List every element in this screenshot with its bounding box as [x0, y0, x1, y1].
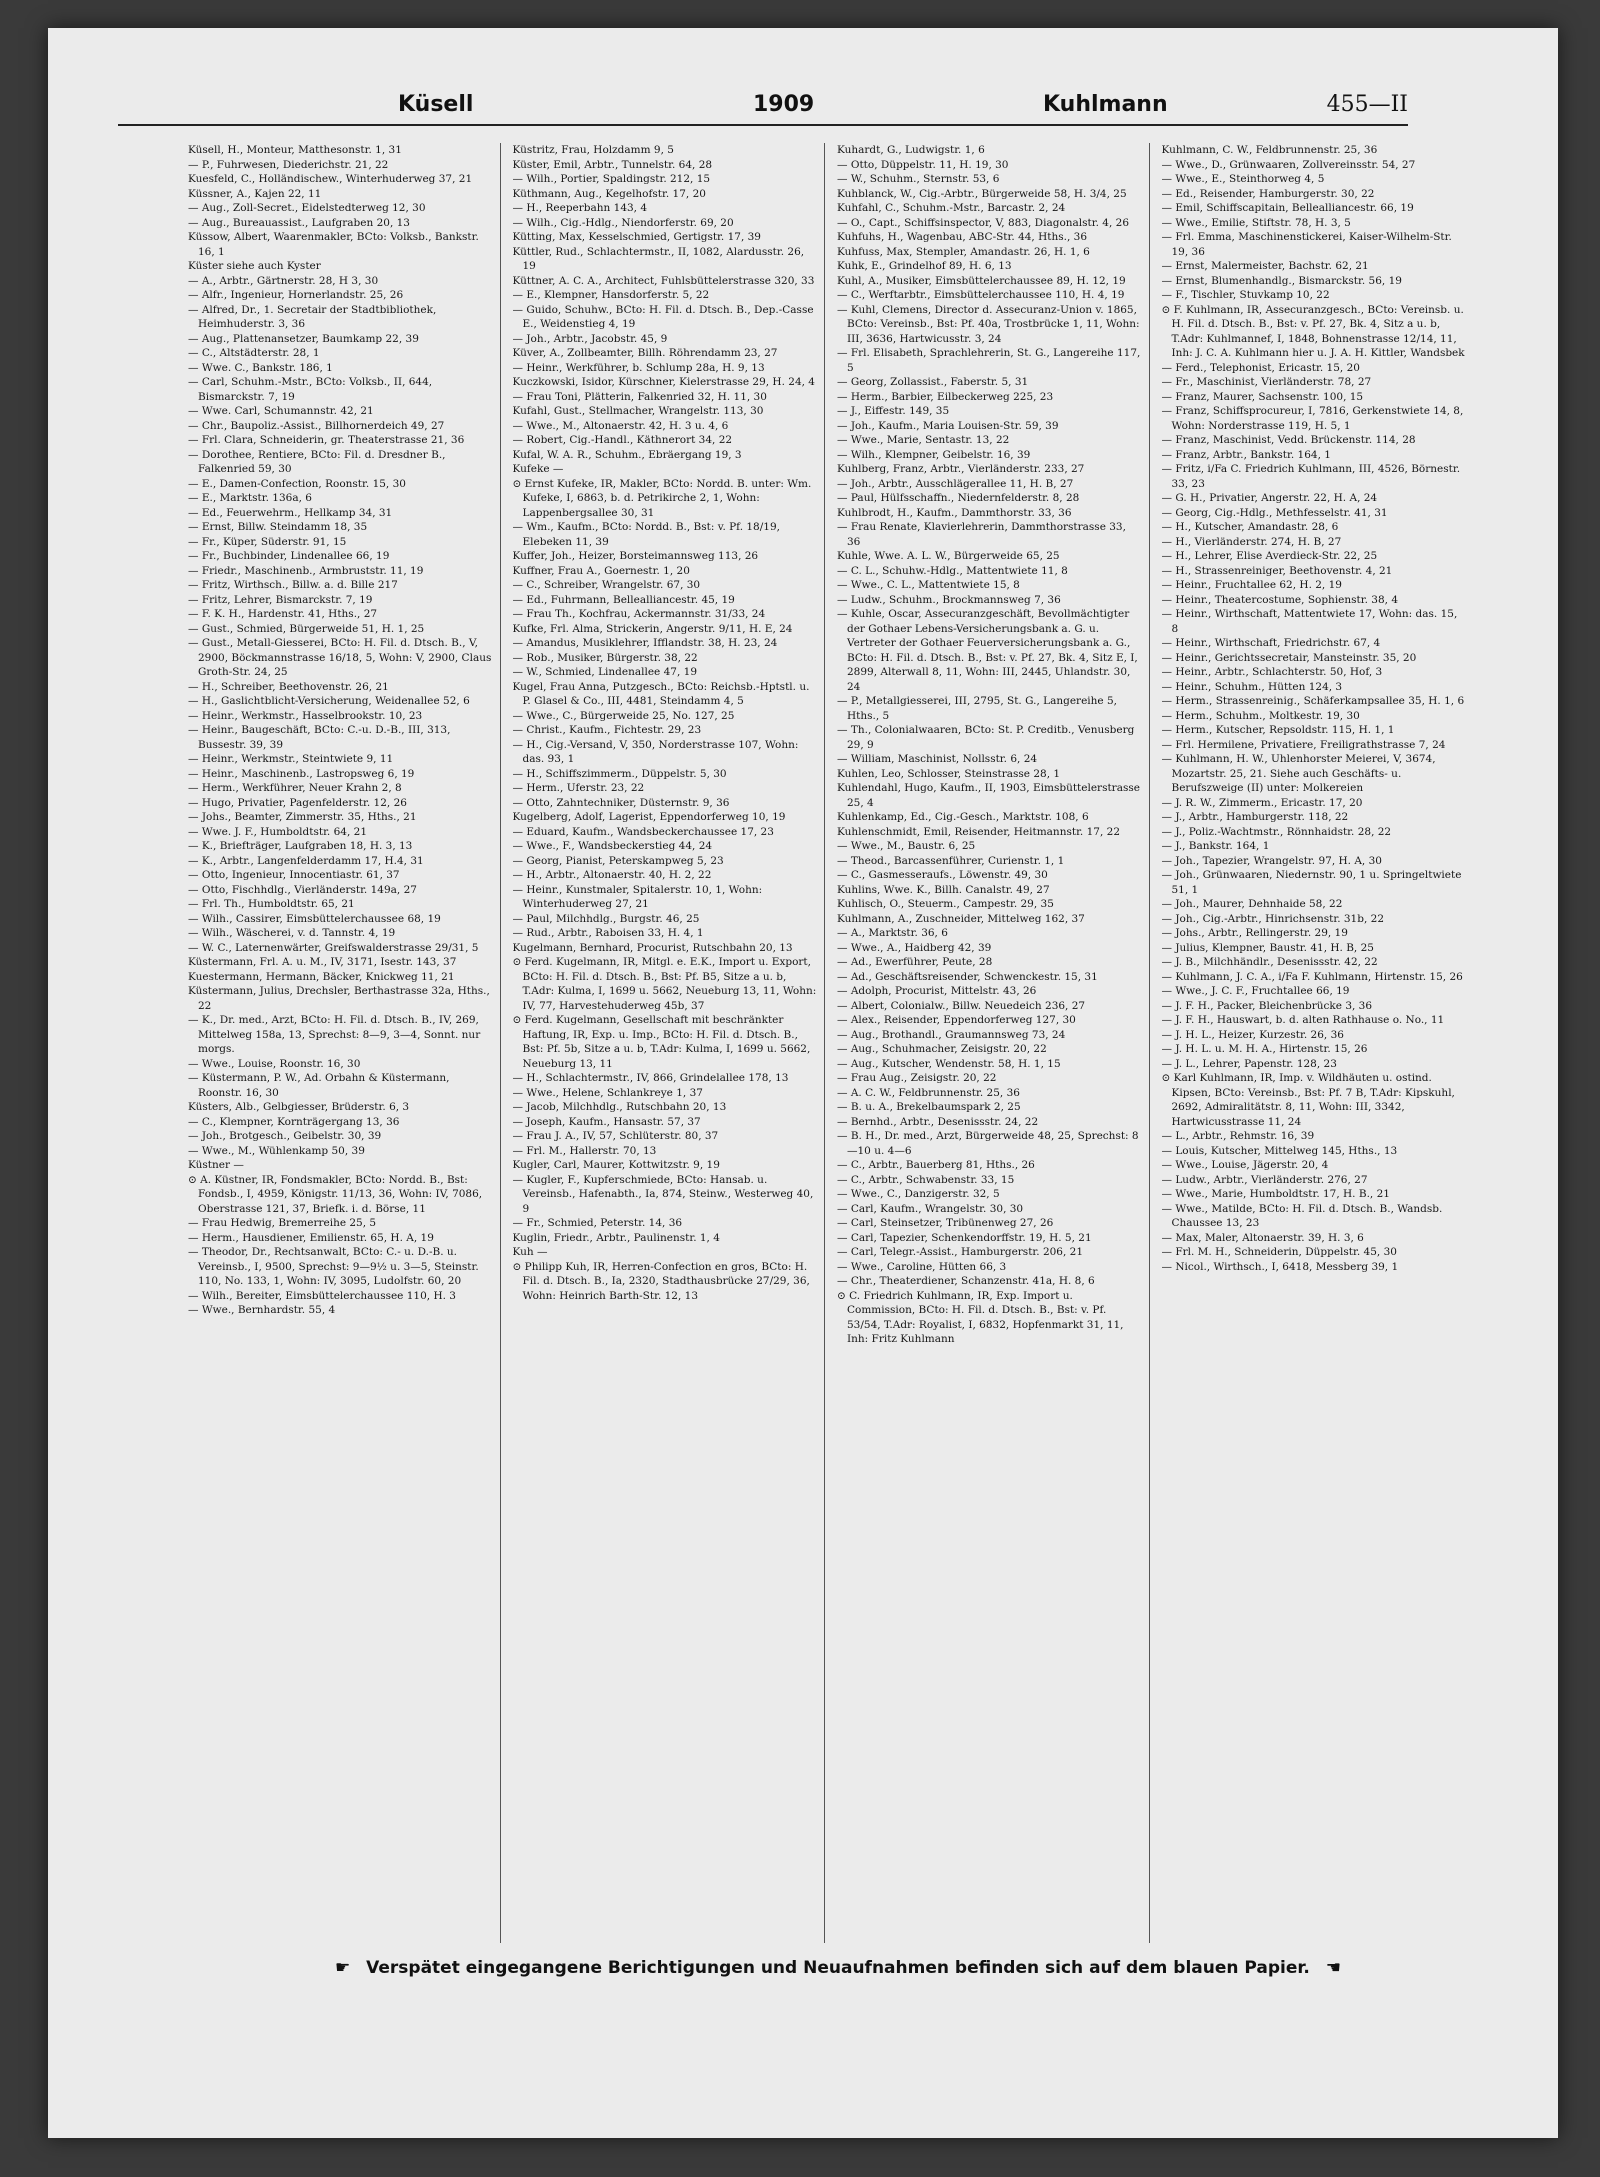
directory-entry: Küsell, H., Monteur, Matthesonstr. 1, 31 [188, 144, 402, 156]
directory-entry: — Wwe., J. C. F., Fruchtallee 66, 19 [1161, 985, 1350, 997]
directory-entry: Kuhfahl, C., Schuhm.-Mstr., Barcastr. 2, 24 [837, 202, 1066, 214]
directory-entry: — Joh., Maurer, Dehnhaide 58, 22 [1161, 898, 1343, 910]
directory-entry: — Wwe., Matilde, BCto: H. Fil. d. Dtsch. B., Wandsb. Chaussee 13, 23 [1161, 1202, 1443, 1229]
directory-entry: — Heinr., Schuhm., Hütten 124, 3 [1161, 680, 1343, 693]
directory-entry: — J., Poliz.-Wachtmstr., Rönnhaidstr. 28, 22 [1161, 825, 1392, 838]
directory-entry: — Wwe., M., Baustr. 6, 25 [837, 840, 976, 852]
directory-entry: — A., Marktstr. 36, 6 [837, 927, 948, 939]
directory-entry: — Heinr., Maschinenb., Lastropsweg 6, 19 [188, 767, 415, 780]
directory-entry: Kuestermann, Hermann, Bäcker, Knickweg 11, 21 [188, 970, 455, 983]
directory-entry: — H., Cig.-Versand, V, 350, Norderstrasse 107, Wohn: das. 93, 1 [512, 738, 799, 765]
directory-entry: — B. H., Dr. med., Arzt, Bürgerweide 48, 25, Sprechst: 8—10 u. 4—6 [837, 1130, 1139, 1157]
directory-entry: — Heinr., Werkmstr., Steintwiete 9, 11 [188, 753, 394, 765]
directory-entry: — Kuhle, Oscar, Assecuranzgeschäft, Bevollmächtigter der Gothaer Lebens-Versicherungsbank a. G. u. Vertreter der Gothaer Feuerversicherungsbank a. G., BCto: H. Fil. d. Dtsch. B., Bst: v. Pf. 27, Bk. 4, Sitz E, I, 2899, Alterwall 8, 11, Wohn: III, 2445, Uhlandstr. 30, 24 [837, 608, 1138, 693]
directory-entry: — Carl, Tapezier, Schenkendorffstr. 19, H. 5, 21 [837, 1231, 1092, 1244]
directory-entry: — Wilh., Klempner, Geibelstr. 16, 39 [837, 448, 1031, 461]
directory-entry: — J. H. L. u. M. H. A., Hirtenstr. 15, 26 [1161, 1043, 1368, 1055]
directory-entry: — Gust., Schmied, Bürgerweide 51, H. 1, 25 [188, 622, 425, 635]
directory-entry: — Ernst, Billw. Steindamm 18, 35 [188, 521, 368, 533]
directory-entry: Kuhblanck, W., Cig.-Arbtr., Bürgerweide 58, H. 3/4, 25 [837, 187, 1127, 200]
directory-page [48, 28, 1558, 2138]
directory-entry: — Alfr., Ingenieur, Hornerlandstr. 25, 26 [188, 289, 404, 301]
directory-entry: — Aug., Bureauassist., Laufgraben 20, 13 [188, 216, 410, 229]
directory-entry: — Wilh., Bereiter, Eimsbüttelerchaussee 110, H. 3 [188, 1289, 456, 1302]
directory-entry: — Ed., Feuerwehrm., Hellkamp 34, 31 [188, 506, 393, 519]
directory-entry: Kuh — [512, 1246, 548, 1258]
directory-entry: — Fritz, i/Fa C. Friedrich Kuhlmann, III, 4526, Börnestr. 33, 23 [1161, 463, 1461, 490]
directory-entry: — C., Gasmesseraufs., Löwenstr. 49, 30 [837, 869, 1048, 881]
directory-entry: — Chr., Baupoliz.-Assist., Billhornerdeich 49, 27 [188, 419, 445, 432]
directory-entry: — Heinr., Kunstmaler, Spitalerstr. 10, 1, Wohn: Winterhuderweg 27, 21 [512, 883, 763, 910]
directory-entry: — Ed., Reisender, Hamburgerstr. 30, 22 [1161, 187, 1375, 200]
directory-entry: — Heinr., Arbtr., Schlachterstr. 50, Hof, 3 [1161, 666, 1383, 678]
directory-entry: — Ad., Ewerführer, Peute, 28 [837, 956, 993, 968]
directory-entry: — Fr., Maschinist, Vierländerstr. 78, 27 [1161, 376, 1372, 388]
directory-entry: — Wilh., Portier, Spaldingstr. 212, 15 [512, 173, 711, 185]
directory-entry: ⊙ F. Kuhlmann, IR, Assecuranzgesch., BCto: Vereinsb. u. H. Fil. d. Dtsch. B., Bst: v. Pf. 27, Bk. 4, Sitz a u. b, T.Adr: Kuhlmannef, I, 1848, Bohnenstrasse 12/14, 11, Inh: J. C. A. Kuhlmann hier u. J. A. H. Kittler, Wandsbek [1161, 303, 1465, 359]
directory-entry: — Otto, Fischhdlg., Vierländerstr. 149a, 27 [188, 883, 417, 896]
column-3 [837, 143, 1150, 1943]
directory-entry: — K., Dr. med., Arzt, BCto: H. Fil. d. Dtsch. B., IV, 269, Mittelweg 158a, 13, Sprechst: 8—9, 3—4, Sonnt. nur morgs. [188, 1014, 481, 1055]
directory-entry: — Rud., Arbtr., Raboisen 33, H. 4, 1 [512, 927, 704, 939]
directory-entry: Kufal, W. A. R., Schuhm., Ebräergang 19, 3 [512, 448, 742, 461]
directory-entry: — Fritz, Wirthsch., Billw. a. d. Bille 217 [188, 579, 398, 591]
directory-entry: — Wwe. C., Bankstr. 186, 1 [188, 361, 333, 374]
directory-entry: — Joh., Arbtr., Ausschlägerallee 11, H. B, 27 [837, 477, 1074, 490]
directory-entry: Küssner, A., Kajen 22, 11 [188, 187, 322, 200]
directory-entry: — Fr., Küper, Süderstr. 91, 15 [188, 535, 347, 548]
directory-entry: — Johs., Beamter, Zimmerstr. 35, Hths., 21 [188, 811, 417, 823]
directory-entry: — H., Gaslichtblicht-Versicherung, Weidenallee 52, 6 [188, 695, 470, 707]
directory-entry: — Herm., Werkführer, Neuer Krahn 2, 8 [188, 782, 402, 794]
directory-entry: — Joh., Grünwaaren, Niedernstr. 90, 1 u. Springeltwiete 51, 1 [1161, 869, 1462, 896]
directory-entry: — Kugler, F., Kupferschmiede, BCto: Hansab. u. Vereinsb., Hafenabth., Ia, 874, Steinw., Westerweg 40, 9 [512, 1173, 814, 1215]
directory-entry: — H., Arbtr., Altonaerstr. 40, H. 2, 22 [512, 869, 712, 881]
directory-entry: — Wwe., C. L., Mattentwiete 15, 8 [837, 579, 1020, 591]
header-first-name: Küsell [398, 92, 474, 117]
directory-entry: — H., Kutscher, Amandastr. 28, 6 [1161, 521, 1339, 533]
directory-entry: — Georg, Cig.-Hdlg., Methfesselstr. 41, 31 [1161, 506, 1388, 519]
directory-entry: — Frl. Th., Humboldtstr. 65, 21 [188, 898, 355, 910]
page-number: 455—II [1326, 92, 1408, 117]
directory-entry: Kugler, Carl, Maurer, Kottwitzstr. 9, 19 [512, 1159, 720, 1171]
directory-entry: — K., Briefträger, Laufgraben 18, H. 3, 13 [188, 840, 413, 852]
directory-entry: Küver, A., Zollbeamter, Billh. Röhrendamm 23, 27 [512, 347, 778, 359]
directory-entry: ⊙ A. Küstner, IR, Fondsmakler, BCto: Nordd. B., Bst: Fondsb., I, 4959, Königstr. 11/13, 36, Wohn: IV, 7086, Oberstrasse 121, 37, Briefk. i. d. Börse, 11 [188, 1173, 483, 1215]
directory-entry: Kuhlenschmidt, Emil, Reisender, Heitmannstr. 17, 22 [837, 825, 1121, 838]
directory-entry: — Guido, Schuhw., BCto: H. Fil. d. Dtsch. B., Dep.-Casse E., Weidenstieg 4, 19 [512, 303, 814, 330]
directory-entry: — Franz, Arbtr., Bankstr. 164, 1 [1161, 448, 1331, 461]
directory-entry: — Wwe., Bernhardstr. 55, 4 [188, 1304, 336, 1316]
directory-entry: — Friedr., Maschinenb., Armbruststr. 11, 19 [188, 564, 424, 577]
header-last-name: Kuhlmann [1043, 92, 1168, 117]
directory-entry: — Wwe., Emilie, Stiftstr. 78, H. 3, 5 [1161, 216, 1351, 229]
directory-entry: — Joh., Arbtr., Jacobstr. 45, 9 [512, 332, 668, 345]
directory-entry: — A., Arbtr., Gärtnerstr. 28, H 3, 30 [188, 274, 379, 287]
directory-entry: — Heinr., Werkführer, b. Schlump 28a, H. 9, 13 [512, 361, 765, 374]
directory-entry: — Frau Toni, Plätterin, Falkenried 32, H. 11, 30 [512, 390, 767, 403]
directory-entry: — Julius, Klempner, Baustr. 41, H. B, 25 [1161, 941, 1374, 954]
directory-entry: Kuhlmann, C. W., Feldbrunnenstr. 25, 36 [1161, 144, 1378, 156]
directory-entry: — Wilh., Wäscherei, v. d. Tannstr. 4, 19 [188, 927, 396, 939]
directory-entry: — J. F. H., Packer, Bleichenbrücke 3, 36 [1161, 999, 1373, 1012]
directory-entry: — J., Arbtr., Hamburgerstr. 118, 22 [1161, 811, 1349, 823]
directory-entry: Küttler, Rud., Schlachtermstr., II, 1082, Alardusstr. 26, 19 [512, 245, 805, 272]
directory-entry: — C., Werftarbtr., Eimsbüttelerchaussee 110, H. 4, 19 [837, 289, 1125, 301]
directory-entry: — Heinr., Baugeschäft, BCto: C.-u. D.-B., III, 313, Bussestr. 39, 39 [188, 724, 451, 751]
directory-entry: — Frl. M. H., Schneiderin, Düppelstr. 45, 30 [1161, 1246, 1397, 1258]
directory-entry: — Ferd., Telephonist, Ericastr. 15, 20 [1161, 361, 1360, 374]
directory-entry: Küssow, Albert, Waarenmakler, BCto: Volksb., Bankstr. 16, 1 [188, 231, 479, 258]
directory-entry: — Paul, Milchhdlg., Burgstr. 46, 25 [512, 912, 700, 925]
directory-entry: — Heinr., Gerichtssecretair, Mansteinstr. 35, 20 [1161, 651, 1417, 664]
directory-entry: — Frau J. A., IV, 57, Schlüterstr. 80, 37 [512, 1130, 719, 1142]
directory-entry: Kugelmann, Bernhard, Procurist, Rutschbahn 20, 13 [512, 941, 793, 954]
directory-entry: — Herm., Schuhm., Moltkestr. 19, 30 [1161, 709, 1360, 722]
directory-entry: — Ernst, Malermeister, Bachstr. 62, 21 [1161, 260, 1369, 272]
directory-entry: — H., Schlachtermstr., IV, 866, Grindelallee 178, 13 [512, 1072, 789, 1084]
directory-entry: — Aug., Brothandl., Graumannsweg 73, 24 [837, 1028, 1066, 1041]
directory-entry: — E., Klempner, Hansdorferstr. 5, 22 [512, 289, 710, 301]
directory-entry: — J., Bankstr. 164, 1 [1161, 840, 1270, 852]
directory-entry: — Wwe., C., Bürgerweide 25, No. 127, 25 [512, 709, 735, 722]
directory-entry: — Eduard, Kaufm., Wandsbeckerchaussee 17, 23 [512, 825, 774, 838]
directory-entry: — Theodor, Dr., Rechtsanwalt, BCto: C.- u. D.-B. u. Vereinsb., I, 9500, Sprechst: 9—9½ u. 3—5, Steinstr. 110, No. 133, 1, Wohn: IV, 3095, Ludolfstr. 60, 20 [188, 1246, 479, 1287]
directory-entry: — J. F. H., Hauswart, b. d. alten Rathhause o. No., 11 [1161, 1014, 1445, 1026]
directory-entry: — O., Capt., Schiffsinspector, V, 883, Diagonalstr. 4, 26 [837, 216, 1130, 229]
directory-entry: — Herm., Hausdiener, Emilienstr. 65, H. A, 19 [188, 1231, 434, 1244]
directory-entry: — Fr., Buchbinder, Lindenallee 66, 19 [188, 550, 390, 562]
directory-entry: Kuhlenkamp, Ed., Cig.-Gesch., Marktstr. 108, 6 [837, 811, 1089, 823]
directory-entry: — H., Reeperbahn 143, 4 [512, 202, 648, 214]
directory-entry: — E., Damen-Confection, Roonstr. 15, 30 [188, 477, 406, 490]
directory-entry: — J. H. L., Heizer, Kurzestr. 26, 36 [1161, 1028, 1344, 1041]
directory-entry: — Carl, Kaufm., Wrangelstr. 30, 30 [837, 1202, 1024, 1215]
directory-entry: — Georg, Zollassist., Faberstr. 5, 31 [837, 376, 1029, 388]
directory-entry: — Frl. Hermilene, Privatiere, Freiligrathstrasse 7, 24 [1161, 738, 1446, 751]
directory-entry: — Wilh., Cassirer, Eimsbüttelerchaussee 68, 19 [188, 912, 441, 925]
directory-entry: ⊙ Ferd. Kugelmann, IR, Mitgl. e. E.K., Import u. Export, BCto: H. Fil. d. Dtsch. B., Bst: Pf. B5, Sitze a u. b, T.Adr: Kulma, I, 1699 u. 5662, Neueburg 13, 11, Wohn: IV, 77, Harvestehuderweg 45b, 37 [512, 956, 817, 1012]
directory-entry: — C., Schreiber, Wrangelstr. 67, 30 [512, 579, 701, 591]
directory-entry: — Ernst, Blumenhandlg., Bismarckstr. 56, 19 [1161, 274, 1402, 287]
directory-entry: — Alex., Reisender, Eppendorferweg 127, 30 [837, 1014, 1076, 1026]
directory-entry: — Hugo, Privatier, Pagenfelderstr. 12, 26 [188, 796, 407, 809]
directory-entry: — Franz, Schiffsprocureur, I, 7816, Gerkenstwiete 14, 8, Wohn: Norderstrasse 119, H. 5, 1 [1161, 405, 1464, 432]
directory-entry: Küster, Emil, Arbtr., Tunnelstr. 64, 28 [512, 158, 713, 171]
directory-entry: — Wwe., F., Wandsbeckerstieg 44, 24 [512, 840, 713, 852]
directory-entry: Kuhfuhs, H., Wagenbau, ABC-Str. 44, Hths., 36 [837, 231, 1088, 243]
header-year: 1909 [753, 92, 815, 117]
directory-entry: — Louis, Kutscher, Mittelweg 145, Hths., 13 [1161, 1144, 1398, 1157]
directory-entry: — Amandus, Musiklehrer, Ifflandstr. 38, H. 23, 24 [512, 637, 778, 649]
column-4 [1162, 143, 1474, 1943]
directory-entry: — Wilh., Cig.-Hdlg., Niendorferstr. 69, 20 [512, 216, 734, 229]
directory-entry: — Frl. Emma, Maschinenstickerei, Kaiser-Wilhelm-Str. 19, 36 [1161, 231, 1452, 258]
directory-entry: — Joh., Brotgesch., Geibelstr. 30, 39 [188, 1130, 382, 1142]
directory-entry: Kuhlbrodt, H., Kaufm., Dammthorstr. 33, 36 [837, 506, 1072, 519]
directory-entry: — Frl. Elisabeth, Sprachlehrerin, St. G., Langereihe 117, 5 [837, 347, 1141, 374]
directory-entry: Küstermann, Julius, Drechsler, Berthastrasse 32a, Hths., 22 [188, 985, 490, 1012]
directory-entry: Kuffner, Frau A., Goernestr. 1, 20 [512, 564, 690, 577]
directory-entry: — Wwe., Helene, Schlankreye 1, 37 [512, 1086, 703, 1099]
directory-entry: — Kuhlmann, J. C. A., i/Fa F. Kuhlmann, Hirtenstr. 15, 26 [1161, 970, 1463, 983]
directory-entry: — Heinr., Wirthschaft, Mattentwiete 17, Wohn: das. 15, 8 [1161, 608, 1458, 635]
directory-entry: — Herm., Kutscher, Repsoldstr. 115, H. 1, 1 [1161, 724, 1395, 736]
directory-entry: Kuhlberg, Franz, Arbtr., Vierländerstr. 233, 27 [837, 463, 1085, 475]
directory-entry: Kuhl, A., Musiker, Eimsbüttelerchaussee 89, H. 12, 19 [837, 274, 1126, 287]
directory-entry: Kuhlmann, A., Zuschneider, Mittelweg 162, 37 [837, 912, 1085, 925]
directory-entry: — L., Arbtr., Rehmstr. 16, 39 [1161, 1130, 1315, 1142]
directory-entry: Küthmann, Aug., Kegelhofstr. 17, 20 [512, 187, 706, 200]
directory-entry: Kuglin, Friedr., Arbtr., Paulinenstr. 1, 4 [512, 1231, 720, 1244]
directory-entry: ⊙ Karl Kuhlmann, IR, Imp. v. Wildhäuten u. ostind. Kipsen, BCto: Vereinsb., Bst: Pf. 7 B, T.Adr: Kipskuhl, 2692, Admiralitätstr. 8, 11, Wohn: III, 3342, Hartwicusstrasse 11, 24 [1161, 1072, 1455, 1128]
directory-entry: Kufeke — [512, 463, 564, 475]
directory-entry: — Wwe., D., Grünwaaren, Zollvereinsstr. 54, 27 [1161, 158, 1416, 171]
directory-entry: — Franz, Maschinist, Vedd. Brückenstr. 114, 28 [1161, 434, 1416, 446]
directory-entry: Küttner, A. C. A., Architect, Fuhlsbüttelerstrasse 320, 33 [512, 274, 815, 287]
directory-entry: Küstner — [188, 1159, 244, 1171]
directory-entry: — Aug., Schuhmacher, Zeisigstr. 20, 22 [837, 1043, 1047, 1055]
directory-entry: — Küstermann, P. W., Ad. Orbahn & Küstermann, Roonstr. 16, 30 [188, 1072, 450, 1099]
directory-entry: Küstermann, Frl. A. u. M., IV, 3171, Isestr. 143, 37 [188, 956, 457, 968]
directory-entry: — J. R. W., Zimmerm., Ericastr. 17, 20 [1161, 796, 1363, 809]
directory-entry: — Wwe., Marie, Sentastr. 13, 22 [837, 434, 1010, 446]
directory-entry: — F., Tischler, Stuvkamp 10, 22 [1161, 289, 1330, 301]
directory-entry: — Wwe., C., Danzigerstr. 32, 5 [837, 1188, 1000, 1200]
directory-entry: — Wwe., E., Steinthorweg 4, 5 [1161, 173, 1325, 185]
directory-entry: Kufke, Frl. Alma, Strickerin, Angerstr. 9/11, H. E, 24 [512, 622, 793, 635]
directory-entry: — Alfred, Dr., 1. Secretair der Stadtbibliothek, Heimhuderstr. 3, 36 [188, 303, 437, 330]
directory-entry: — Otto, Zahntechniker, Düsternstr. 9, 36 [512, 796, 730, 809]
directory-entry: Kütting, Max, Kesselschmied, Gertigstr. 17, 39 [512, 231, 761, 243]
directory-entry: Kugel, Frau Anna, Putzgesch., BCto: Reichsb.-Hptstl. u. P. Glasel & Co., III, 4481, Steindamm 4, 5 [512, 680, 810, 707]
directory-entry: — Wwe. Carl, Schumannstr. 42, 21 [188, 405, 374, 417]
directory-entry: ⊙ Ferd. Kugelmann, Gesellschaft mit beschränkter Haftung, IR, Exp. u. Imp., BCto: H. Fil. d. Dtsch. B., Bst: Pf. 5b, Sitze a u. b, T.Adr: Kulma, I, 1699 u. 5662, Neueburg 13, 11 [512, 1014, 811, 1070]
directory-entry: — J. L., Lehrer, Papenstr. 128, 23 [1161, 1057, 1337, 1070]
directory-entry: — K., Arbtr., Langenfelderdamm 17, H.4, 31 [188, 854, 424, 867]
directory-entry: — Joh., Tapezier, Wrangelstr. 97, H. A, 30 [1161, 854, 1382, 867]
directory-entry: — Heinr., Theatercostume, Sophienstr. 38, 4 [1161, 593, 1399, 606]
directory-entry: — Wwe., Louise, Jägerstr. 20, 4 [1161, 1159, 1329, 1171]
directory-entry: — C., Altstädterstr. 28, 1 [188, 347, 320, 359]
directory-entry: — C., Arbtr., Schwabenstr. 33, 15 [837, 1173, 1015, 1186]
directory-entry: ⊙ C. Friedrich Kuhlmann, IR, Exp. Import u. Commission, BCto: H. Fil. d. Dtsch. B., Bst: v. Pf. 53/54, T.Adr: Royalist, I, 6832, Hopfenmarkt 31, 11, Inh: Fritz Kuhlmann [837, 1289, 1124, 1345]
directory-entry: — Wwe., Louise, Roonstr. 16, 30 [188, 1057, 361, 1070]
footer-notice [278, 1958, 1398, 1988]
directory-entry: — William, Maschinist, Nollsstr. 6, 24 [837, 753, 1038, 765]
directory-entry: — Max, Maler, Altonaerstr. 39, H. 3, 6 [1161, 1231, 1364, 1244]
directory-entry: — Joh., Kaufm., Maria Louisen-Str. 59, 39 [837, 419, 1059, 432]
directory-entry: — W. C., Laternenwärter, Greifswalderstrasse 29/31, 5 [188, 941, 479, 954]
directory-entry: Küsters, Alb., Gelbgiesser, Brüderstr. 6, 3 [188, 1101, 410, 1113]
directory-entry: — E., Marktstr. 136a, 6 [188, 492, 312, 504]
directory-entry: — Georg, Pianist, Peterskampweg 5, 23 [512, 854, 724, 867]
directory-entry: — Wwe., M., Wühlenkamp 50, 39 [188, 1144, 365, 1157]
column-2 [513, 143, 826, 1943]
directory-entry: — B. u. A., Brekelbaumspark 2, 25 [837, 1101, 1021, 1113]
directory-entry: — J. B., Milchhändlr., Desenissstr. 42, 22 [1161, 956, 1378, 968]
directory-entry: Kugelberg, Adolf, Lagerist, Eppendorferweg 10, 19 [512, 811, 786, 823]
directory-entry: — Frl. M., Hallerstr. 70, 13 [512, 1144, 657, 1157]
directory-entry: — J., Eiffestr. 149, 35 [837, 405, 950, 417]
directory-entry: — Carl, Telegr.-Assist., Hamburgerstr. 206, 21 [837, 1246, 1084, 1258]
directory-entry: — Ludw., Schuhm., Brockmannsweg 7, 36 [837, 593, 1061, 606]
directory-entry: Kuhardt, G., Ludwigstr. 1, 6 [837, 144, 985, 156]
directory-entry: — Gust., Metall-Giesserei, BCto: H. Fil. d. Dtsch. B., V, 2900, Böckmannstrasse 16/18, 5, Wohn: V, 2900, Claus Groth-Str. 24, 25 [188, 637, 492, 678]
directory-entry: — Frl. Clara, Schneiderin, gr. Theaterstrasse 21, 36 [188, 434, 465, 446]
pointing-hand-left-icon: ☛ [334, 1958, 351, 1978]
directory-entry: — Wwe., Marie, Humboldtstr. 17, H. B., 21 [1161, 1188, 1390, 1200]
directory-entry: — Kuhlmann, H. W., Uhlenhorster Meierei, V, 3674, Mozartstr. 25, 21. Siehe auch Geschäfts- u. Berufszweige (II) unter: Molkereien [1161, 753, 1436, 794]
directory-entry: — Dorothee, Rentiere, BCto: Fil. d. Dresdner B., Falkenried 59, 30 [188, 448, 446, 475]
directory-entry: — Adolph, Procurist, Mittelstr. 43, 26 [837, 985, 1037, 997]
directory-entry: — Fr., Schmied, Peterstr. 14, 36 [512, 1217, 683, 1229]
directory-entry: — Bernhd., Arbtr., Desenissstr. 24, 22 [837, 1115, 1039, 1128]
directory-entry: Küstritz, Frau, Holzdamm 9, 5 [512, 144, 674, 156]
directory-entry: — Joseph, Kaufm., Hansastr. 57, 37 [512, 1115, 701, 1128]
directory-entry: — G. H., Privatier, Angerstr. 22, H. A, 24 [1161, 492, 1378, 504]
page-header [118, 88, 1408, 126]
directory-entry: — Rob., Musiker, Bürgerstr. 38, 22 [512, 651, 698, 664]
directory-entry: — Heinr., Fruchtallee 62, H. 2, 19 [1161, 579, 1342, 591]
directory-entry: — P., Metallgiesserei, III, 2795, St. G., Langereihe 5, Hths., 5 [837, 695, 1117, 722]
directory-entry: — C., Arbtr., Bauerberg 81, Hths., 26 [837, 1159, 1035, 1171]
directory-entry: — Franz, Maurer, Sachsenstr. 100, 15 [1161, 390, 1364, 403]
directory-entry: Küster siehe auch Kyster [188, 260, 321, 272]
directory-entry: — Herm., Strassenreinig., Schäferkampsallee 35, H. 1, 6 [1161, 695, 1465, 707]
directory-entry: — Robert, Cig.-Handl., Käthnerort 34, 22 [512, 434, 733, 446]
directory-entry: — A. C. W., Feldbrunnenstr. 25, 36 [837, 1086, 1020, 1099]
directory-entry: — P., Fuhrwesen, Diederichstr. 21, 22 [188, 158, 389, 171]
directory-entry: — Carl, Schuhm.-Mstr., BCto: Volksb., II, 644, Bismarckstr. 7, 19 [188, 376, 433, 403]
directory-entry: — H., Schreiber, Beethovenstr. 26, 21 [188, 680, 389, 693]
directory-entry: Kuhle, Wwe. A. L. W., Bürgerweide 65, 25 [837, 550, 1060, 562]
directory-entry: Kuczkowski, Isidor, Kürschner, Kielerstrasse 29, H. 24, 4 [512, 376, 815, 388]
directory-entry: ⊙ Ernst Kufeke, IR, Makler, BCto: Nordd. B. unter: Wm. Kufeke, I, 6863, b. d. Petrikirche 2, 1, Wohn: Lappenbergsallee 30, 31 [512, 477, 812, 519]
directory-entry: Kuhlendahl, Hugo, Kaufm., II, 1903, Eimsbüttelerstrasse 25, 4 [837, 782, 1140, 809]
directory-entry: Kuhk, E., Grindelhof 89, H. 6, 13 [837, 260, 1012, 272]
directory-entry: — Theod., Barcassenführer, Curienstr. 1, 1 [837, 854, 1065, 867]
directory-entry: ⊙ Philipp Kuh, IR, Herren-Confection en gros, BCto: H. Fil. d. Dtsch. B., Ia, 2320, Stadthausbrücke 27/29, 36, Wohn: Heinrich Barth-Str. 12, 13 [512, 1260, 810, 1302]
directory-entry: — Joh., Cig.-Arbtr., Hinrichsenstr. 31b, 22 [1161, 912, 1384, 925]
directory-entry: — Carl, Steinsetzer, Tribünenweg 27, 26 [837, 1217, 1054, 1229]
directory-entry: — Ludw., Arbtr., Vierländerstr. 276, 27 [1161, 1173, 1368, 1186]
directory-entry: — Fritz, Lehrer, Bismarckstr. 7, 19 [188, 593, 373, 606]
directory-entry: — Wm., Kaufm., BCto: Nordd. B., Bst: v. Pf. 18/19, Elebeken 11, 39 [512, 521, 780, 548]
directory-entry: — Paul, Hülfsschaffn., Niedernfelderstr. 8, 28 [837, 492, 1080, 504]
directory-entry: — Heinr., Wirthschaft, Friedrichstr. 67, 4 [1161, 637, 1381, 649]
directory-entry: — Otto, Ingenieur, Innocentiastr. 61, 37 [188, 869, 400, 881]
directory-entry: Kuhfuss, Max, Stempler, Amandastr. 26, H. 1, 6 [837, 245, 1090, 258]
directory-entry: — F. K. H., Hardenstr. 41, Hths., 27 [188, 608, 378, 620]
directory-entry: — W., Schmied, Lindenallee 47, 19 [512, 666, 697, 678]
directory-entry: — Ad., Geschäftsreisender, Schwenckestr. 15, 31 [837, 970, 1098, 983]
directory-entry: — Chr., Theaterdiener, Schanzenstr. 41a, H. 8, 6 [837, 1275, 1095, 1287]
directory-entry: — Frau Th., Kochfrau, Ackermannstr. 31/33, 24 [512, 608, 766, 620]
directory-entry: — Albert, Colonialw., Billw. Neuedeich 236, 27 [837, 999, 1086, 1012]
directory-entry: — Th., Colonialwaaren, BCto: St. P. Creditb., Venusberg 29, 9 [837, 724, 1135, 751]
directory-entry: — H., Lehrer, Elise Averdieck-Str. 22, 25 [1161, 550, 1378, 562]
directory-entry: — Herm., Barbier, Eilbeckerweg 225, 23 [837, 390, 1054, 403]
directory-entry: — Wwe., A., Haidberg 42, 39 [837, 941, 992, 954]
pointing-hand-right-icon: ☚ [1325, 1958, 1341, 1978]
directory-entry: Kuhlen, Leo, Schlosser, Steinstrasse 28, 1 [837, 767, 1061, 780]
directory-entry: — H., Strassenreiniger, Beethovenstr. 4, 21 [1161, 564, 1393, 577]
directory-entry: Kuesfeld, C., Holländischew., Winterhuderweg 37, 21 [188, 173, 473, 185]
directory-entry: Kuffer, Joh., Heizer, Borsteimannsweg 113, 26 [512, 550, 759, 562]
directory-entry: — C., Klempner, Kornträgergang 13, 36 [188, 1115, 400, 1128]
directory-entry: — Johs., Arbtr., Rellingerstr. 29, 19 [1161, 927, 1348, 939]
directory-entry: — Ed., Fuhrmann, Bellealliancestr. 45, 19 [512, 593, 735, 606]
directory-entry: — Heinr., Werkmstr., Hasselbrookstr. 10, 23 [188, 709, 423, 722]
directory-entry: — H., Vierländerstr. 274, H. B, 27 [1161, 535, 1342, 548]
directory-entry: — H., Schiffszimmerm., Düppelstr. 5, 30 [512, 767, 727, 780]
directory-entry: — Kuhl, Clemens, Director d. Assecuranz-Union v. 1865, BCto: Vereinsb., Bst: Pf. 40a, Trostbrücke 1, 11, Wohn: III, 3636, Hartwicusstr. 3, 24 [837, 303, 1140, 345]
directory-entry: — Frau Hedwig, Bremerreihe 25, 5 [188, 1217, 377, 1229]
directory-entry: — Frau Renate, Klavierlehrerin, Dammthorstrasse 33, 36 [837, 521, 1126, 548]
directory-entry: Kufahl, Gust., Stellmacher, Wrangelstr. 113, 30 [512, 405, 764, 417]
directory-entry: — W., Schuhm., Sternstr. 53, 6 [837, 173, 1000, 185]
directory-entry: Kuhlisch, O., Steuerm., Campestr. 29, 35 [837, 898, 1054, 910]
directory-entry: — Nicol., Wirthsch., I, 6418, Messberg 39, 1 [1161, 1260, 1399, 1273]
column-1 [188, 143, 501, 1943]
directory-entry: Kuhlins, Wwe. K., Billh. Canalstr. 49, 27 [837, 883, 1050, 896]
directory-columns [188, 143, 1473, 1943]
directory-entry: — Otto, Düppelstr. 11, H. 19, 30 [837, 158, 1009, 171]
directory-entry: — Jacob, Milchhdlg., Rutschbahn 20, 13 [512, 1101, 727, 1113]
directory-entry: — Aug., Kutscher, Wendenstr. 58, H. 1, 15 [837, 1057, 1061, 1070]
directory-entry: — Frau Aug., Zeisigstr. 20, 22 [837, 1072, 997, 1084]
directory-entry: — C. L., Schuhw.-Hdlg., Mattentwiete 11, 8 [837, 564, 1068, 577]
directory-entry: — Herm., Uferstr. 23, 22 [512, 782, 645, 794]
directory-entry: — Wwe., Caroline, Hütten 66, 3 [837, 1260, 1007, 1273]
directory-entry: — Aug., Plattenansetzer, Baumkamp 22, 39 [188, 332, 419, 345]
directory-entry: — Wwe., M., Altonaerstr. 42, H. 3 u. 4, 6 [512, 419, 729, 432]
directory-entry: — Christ., Kaufm., Fichtestr. 29, 23 [512, 724, 702, 736]
directory-entry: — Aug., Zoll-Secret., Eidelstedterweg 12, 30 [188, 202, 426, 214]
footer-text: Verspätet eingegangene Berichtigungen und Neuaufnahmen befinden sich auf dem blauen Papier. [366, 1958, 1310, 1978]
directory-entry: — Emil, Schiffscapitain, Bellealliancestr. 66, 19 [1161, 202, 1414, 214]
directory-entry: — Wwe. J. F., Humboldtstr. 64, 21 [188, 825, 368, 838]
